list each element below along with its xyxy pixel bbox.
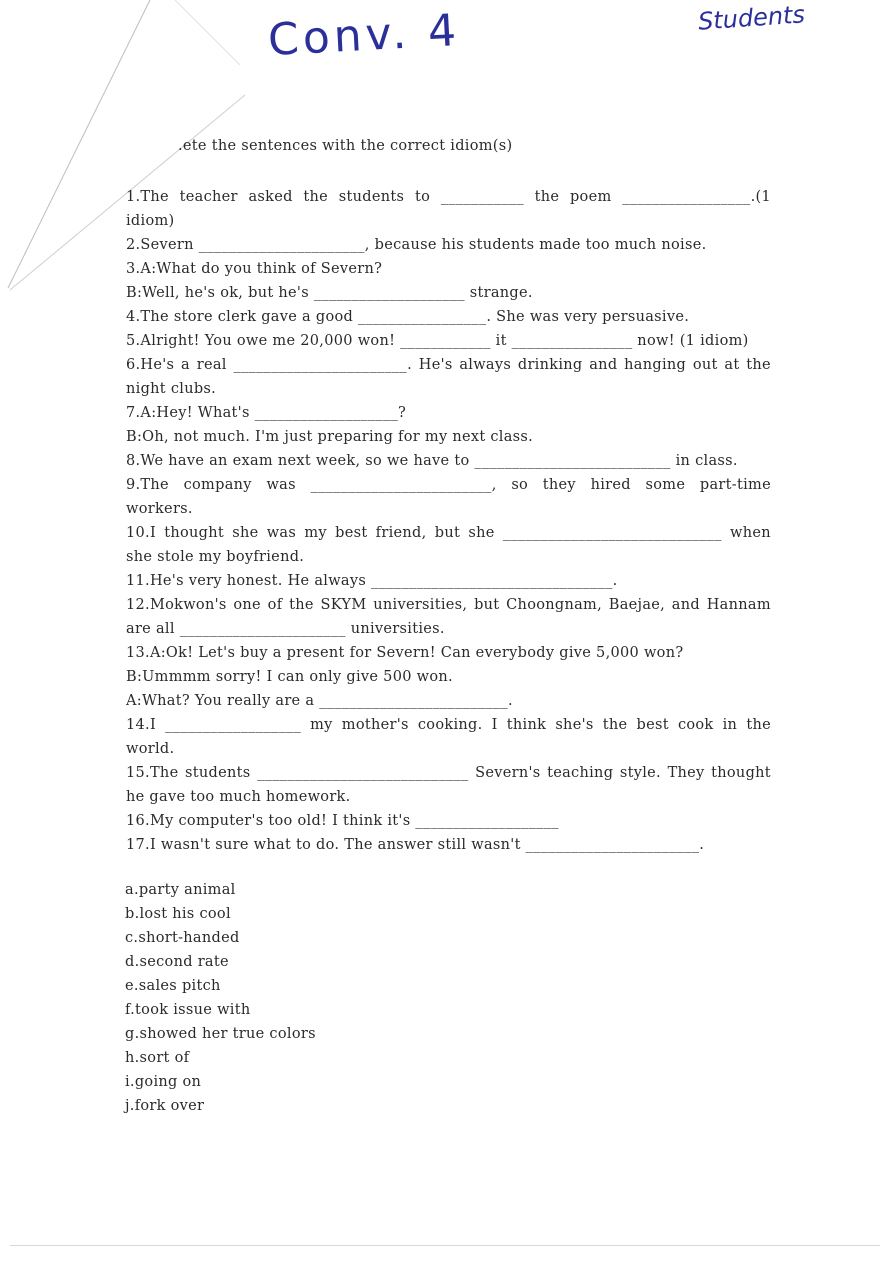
- question-line: B:Well, he's ok, but he's ____________________ strange.: [126, 285, 533, 301]
- question-word: cooking.: [417, 717, 483, 733]
- question-line: 7.A:Hey! What's ___________________?: [126, 405, 407, 421]
- answer-option: c.short-handed: [125, 930, 240, 946]
- question-list: [126, 185, 771, 857]
- question-line: 5.Alright! You owe me 20,000 won! ____________ it ________________ now! (1 idiom): [126, 333, 749, 349]
- question-word: poem: [569, 189, 612, 205]
- question-word: so: [511, 477, 529, 493]
- question-line: night clubs.: [126, 381, 217, 397]
- question-line: idiom): [126, 213, 175, 229]
- question-line: 2.Severn ______________________, because his students made too much noise.: [126, 237, 707, 253]
- question-word: _______________________.: [233, 357, 413, 373]
- question-word: Hannam: [706, 597, 771, 613]
- question-word: teacher: [179, 189, 238, 205]
- question-word: and: [671, 597, 700, 613]
- question-word: hanging: [624, 357, 687, 373]
- question-word: real: [196, 357, 227, 373]
- handwritten-title: Conv. 4: [266, 5, 462, 66]
- question-word: 1.The: [126, 189, 169, 205]
- question-word: ___________: [440, 189, 524, 205]
- question-word: SKYM: [320, 597, 367, 613]
- question-word: always: [459, 357, 512, 373]
- question-word: she: [468, 525, 495, 541]
- question-word: the: [303, 189, 329, 205]
- question-word: and: [589, 357, 618, 373]
- question-word: the: [746, 357, 771, 373]
- answer-option: h.sort of: [125, 1050, 190, 1066]
- answer-option: a.party animal: [125, 882, 236, 898]
- question-word: of: [267, 597, 283, 613]
- question-word: part-time: [699, 477, 771, 493]
- question-word: 9.The: [126, 477, 169, 493]
- question-word: universities,: [373, 597, 468, 613]
- question-word: Choongnam,: [506, 597, 603, 613]
- question-word: best: [335, 525, 368, 541]
- question-line: 11.He's very honest. He always ________________________________.: [126, 573, 618, 589]
- question-word: company: [183, 477, 252, 493]
- question-word: one: [233, 597, 261, 613]
- question-word: my: [304, 525, 327, 541]
- question-line: 4.The store clerk gave a good _________________. She was very persuasive.: [126, 309, 690, 325]
- question-line: B:Oh, not much. I'm just preparing for my next class.: [126, 429, 534, 445]
- question-word: out: [692, 357, 718, 373]
- answer-option: f.took issue with: [125, 1002, 251, 1018]
- question-word: 14.I: [126, 717, 156, 733]
- question-word: They: [667, 765, 705, 781]
- question-word: style.: [619, 765, 661, 781]
- question-line: [126, 185, 771, 209]
- question-word: hired: [590, 477, 631, 493]
- question-word: ____________________________: [257, 765, 469, 781]
- question-line: [126, 761, 771, 785]
- question-line: B:Ummmm sorry! I can only give 500 won.: [126, 669, 453, 685]
- question-line: [126, 521, 771, 545]
- handwritten-label: Students: [697, 0, 806, 36]
- question-word: she's: [555, 717, 594, 733]
- question-word: but: [434, 525, 461, 541]
- question-word: thought: [711, 765, 771, 781]
- question-word: students: [338, 189, 405, 205]
- question-word: 15.The: [126, 765, 179, 781]
- question-word: I: [491, 717, 498, 733]
- question-word: teaching: [547, 765, 614, 781]
- question-line: [126, 353, 771, 377]
- answer-option: g.showed her true colors: [125, 1026, 316, 1042]
- question-word: she: [232, 525, 259, 541]
- question-word: my: [310, 717, 333, 733]
- answer-option: j.fork over: [125, 1098, 205, 1114]
- question-word: was: [266, 477, 296, 493]
- question-line: A:What? You really are a _________________________.: [126, 693, 513, 709]
- question-line: 13.A:Ok! Let's buy a present for Severn! Can everybody give 5,000 won?: [126, 645, 684, 661]
- question-word: students: [185, 765, 251, 781]
- question-line: world.: [126, 741, 175, 757]
- question-word: Severn's: [475, 765, 541, 781]
- question-word: at: [724, 357, 740, 373]
- question-word: the: [602, 717, 628, 733]
- question-line: [126, 593, 771, 617]
- question-word: asked: [248, 189, 293, 205]
- question-word: best: [636, 717, 669, 733]
- question-word: the: [534, 189, 560, 205]
- question-word: some: [645, 477, 686, 493]
- question-line: [126, 713, 771, 737]
- answer-option: b.lost his cool: [125, 906, 231, 922]
- question-word: 10.I: [126, 525, 156, 541]
- question-word: friend,: [375, 525, 427, 541]
- instructions: .ete the sentences with the correct idiom(s): [178, 138, 513, 154]
- question-word: the: [746, 717, 771, 733]
- bottom-divider: [10, 1245, 880, 1246]
- question-line: 8.We have an exam next week, so we have to __________________________ in class.: [126, 453, 738, 469]
- question-word: Baejae,: [608, 597, 666, 613]
- question-word: drinking: [517, 357, 583, 373]
- question-word: to: [414, 189, 431, 205]
- question-word: 6.He's: [126, 357, 175, 373]
- question-word: but: [474, 597, 500, 613]
- answer-option: d.second rate: [125, 954, 229, 970]
- answer-option: e.sales pitch: [125, 978, 221, 994]
- question-word: in: [722, 717, 738, 733]
- question-line: are all ______________________ universities.: [126, 621, 445, 637]
- question-line: 17.I wasn't sure what to do. The answer still wasn't _______________________.: [126, 837, 705, 853]
- question-line: workers.: [126, 501, 193, 517]
- answer-list: [125, 878, 316, 1118]
- question-word: thought: [164, 525, 225, 541]
- question-line: 3.A:What do you think of Severn?: [126, 261, 383, 277]
- question-word: when: [729, 525, 771, 541]
- question-word: they: [542, 477, 576, 493]
- question-line: she stole my boyfriend.: [126, 549, 305, 565]
- question-word: was: [266, 525, 297, 541]
- question-word: cook: [677, 717, 714, 733]
- question-line: 16.My computer's too old! I think it's ___________________: [126, 813, 559, 829]
- question-word: _____________________________: [502, 525, 722, 541]
- question-word: _________________.(1: [622, 189, 771, 205]
- question-word: ________________________,: [310, 477, 497, 493]
- question-word: He's: [418, 357, 453, 373]
- question-word: __________________: [165, 717, 302, 733]
- answer-option: i.going on: [125, 1074, 202, 1090]
- question-word: mother's: [341, 717, 409, 733]
- question-line: [126, 473, 771, 497]
- question-word: think: [506, 717, 547, 733]
- question-word: 12.Mokwon's: [126, 597, 227, 613]
- question-line: he gave too much homework.: [126, 789, 351, 805]
- question-word: the: [289, 597, 314, 613]
- question-word: a: [181, 357, 190, 373]
